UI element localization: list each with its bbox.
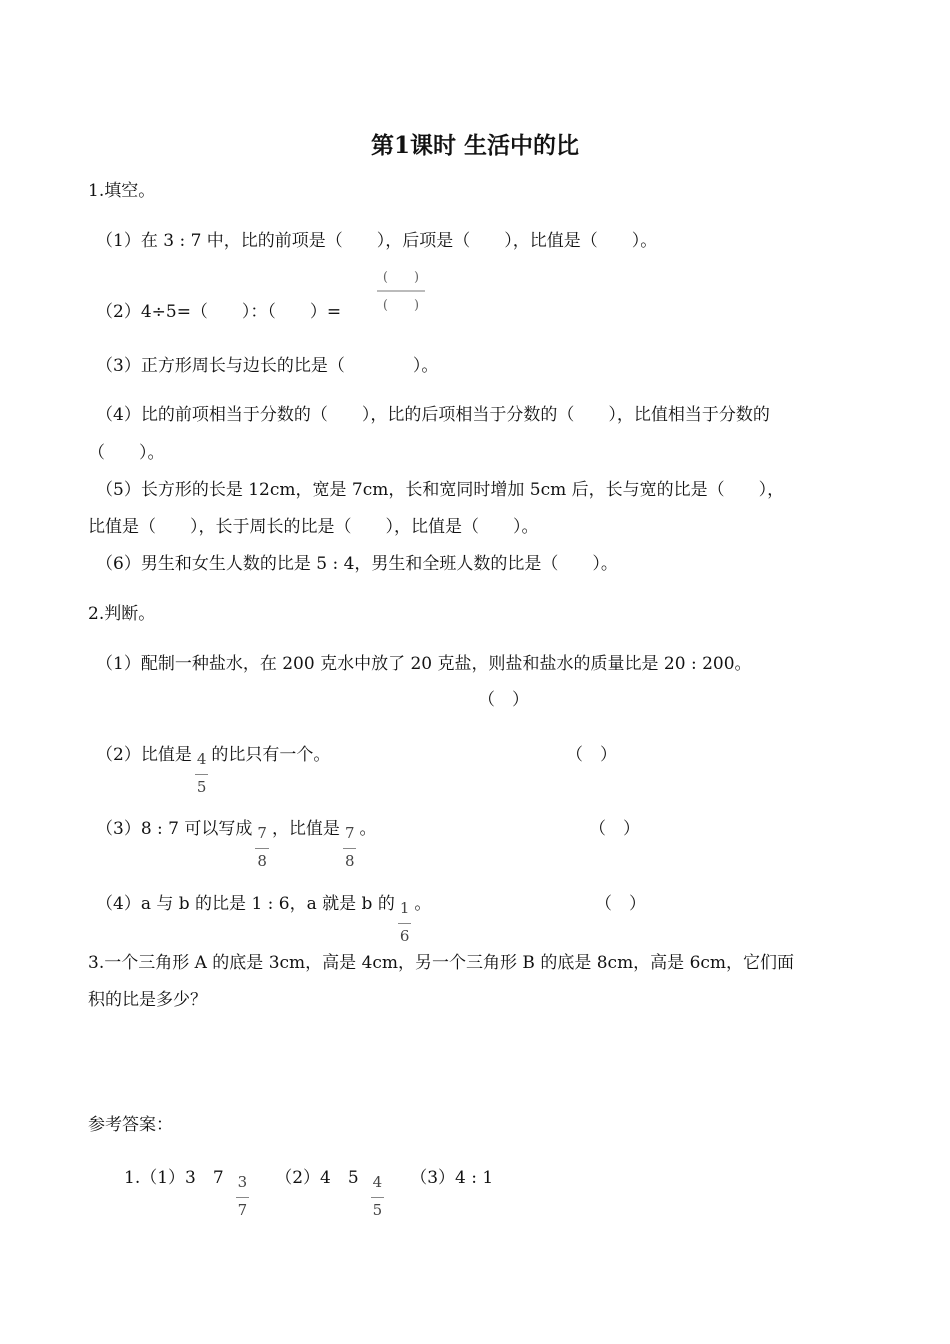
judge-3-text-post: 。	[359, 819, 377, 839]
question-1-5-line2: 比值是（ ），长于周长的比是（ ），比值是（ ）。	[88, 517, 539, 537]
judge-2	[96, 744, 330, 797]
answer-line-1	[124, 1167, 493, 1220]
fraction-3-7	[236, 1173, 250, 1220]
question-3-line1: 3.一个三角形 A 的底是 3cm，高是 4cm，另一个三角形 B 的底是 8cm，高是 6cm，它们面	[88, 953, 795, 973]
judge-2-answer-bracket: （ ）	[566, 745, 617, 765]
numerator: 7	[343, 824, 357, 849]
question-1-4-line2: （ ）。	[88, 443, 165, 463]
blank-numerator: ( )	[377, 266, 425, 292]
blank-fraction	[377, 266, 425, 313]
judge-4	[96, 893, 431, 946]
judge-3-text-mid: ，比值是	[271, 819, 340, 839]
denominator: 6	[399, 927, 410, 945]
answer-3: （3）4 : 1	[410, 1168, 494, 1188]
fraction-4-5	[195, 750, 209, 797]
judge-4-text-post: 。	[414, 894, 432, 914]
section-2-heading: 2.判断。	[88, 604, 156, 624]
judge-2-text-pre: （2）比值是	[96, 745, 192, 765]
fraction-7-8	[343, 824, 357, 871]
question-1-3: （3）正方形周长与边长的比是（ ）。	[96, 356, 439, 376]
denominator: 8	[257, 852, 267, 870]
fraction-1-6	[398, 899, 412, 946]
numerator: 4	[371, 1173, 385, 1198]
question-1-6: （6）男生和女生人数的比是 5 : 4，男生和全班人数的比是（ ）。	[96, 554, 618, 574]
question-3-line2: 积的比是多少？	[88, 990, 207, 1010]
numerator: 7	[255, 824, 269, 849]
denominator: 7	[237, 1201, 248, 1219]
question-1-2: （2）4÷5=（ ）：（ ）=	[96, 302, 342, 322]
judge-1-answer-bracket: （ ）	[478, 690, 529, 710]
numerator: 3	[236, 1173, 250, 1198]
judge-4-answer-bracket: （ ）	[595, 894, 646, 914]
judge-3	[96, 818, 376, 871]
answers-heading: 参考答案：	[88, 1115, 173, 1135]
fraction-7-8	[255, 824, 269, 871]
answer-1: 1.（1）3 7	[124, 1168, 224, 1188]
denominator: 5	[196, 778, 207, 796]
answer-2: （2）4 5	[275, 1168, 359, 1188]
numerator: 4	[195, 750, 209, 775]
judge-4-text-pre: （4）a 与 b 的比是 1 : 6，a 就是 b 的	[96, 894, 395, 914]
question-1-4-line1: （4）比的前项相当于分数的（ ），比的后项相当于分数的（ ），比值相当于分数的	[96, 405, 770, 425]
section-1-heading: 1.填空。	[88, 181, 156, 201]
blank-denominator: ( )	[382, 298, 420, 313]
page-title: 第1课时 生活中的比	[370, 132, 579, 159]
denominator: 8	[344, 852, 355, 870]
judge-3-text-pre: （3）8 : 7 可以写成	[96, 819, 253, 839]
denominator: 5	[372, 1201, 383, 1219]
judge-1: （1）配制一种盐水，在 200 克水中放了 20 克盐，则盐和盐水的质量比是 20 : 200。	[96, 654, 752, 674]
question-1-1: （1）在 3 : 7 中，比的前项是（ ），后项是（ ），比值是（ ）。	[96, 231, 658, 251]
judge-3-answer-bracket: （ ）	[589, 819, 640, 839]
fraction-4-5	[371, 1173, 385, 1220]
numerator: 1	[398, 899, 412, 924]
question-1-5-line1: （5）长方形的长是 12cm，宽是 7cm，长和宽同时增加 5cm 后，长与宽的比是（ ），	[96, 480, 785, 500]
judge-2-text-post: 的比只有一个。	[211, 745, 331, 765]
